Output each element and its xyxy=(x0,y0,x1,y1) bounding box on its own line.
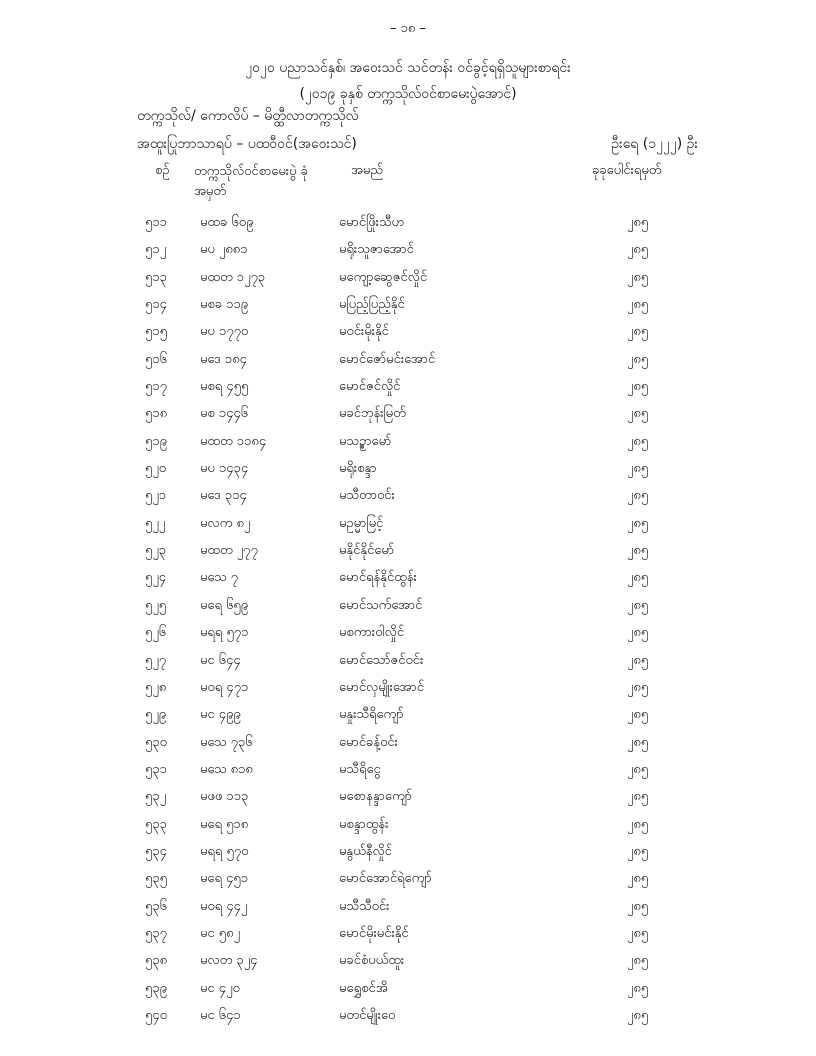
student-name: မရိုးသူဇာအောင် xyxy=(339,242,414,258)
score: ၂၈၅ xyxy=(627,816,649,832)
roll-number: မစ ၁၄၄၆ xyxy=(200,406,249,422)
roll-number: မထတ ၂၇၇ xyxy=(200,543,258,559)
score: ၂၈၅ xyxy=(627,433,649,449)
score: ၂၈၅ xyxy=(627,925,649,941)
table-row xyxy=(0,784,816,811)
roll-number: မဒေ ၃၁၄ xyxy=(200,488,247,504)
roll-number: မထတ ၁၂၇၃ xyxy=(200,269,266,285)
student-name: မသဥ္စာမော် xyxy=(339,433,392,449)
total-count: ဦးရေ (၁၂၂၂) ဦး xyxy=(611,136,698,152)
table-row xyxy=(0,429,816,456)
roll-number: မင ၆၄၁ xyxy=(200,1007,241,1023)
student-name: မခင်ဘုန်းမြတ် xyxy=(339,406,406,422)
table-row xyxy=(0,401,816,428)
roll-number: မရရ ၅၇၀ xyxy=(200,843,249,859)
roll-number: မရေ ၆၅၉ xyxy=(200,597,249,613)
score: ၂၈၅ xyxy=(627,871,649,887)
roll-number: မရေ ၅၁၈ xyxy=(200,816,249,832)
column-header-remark: ခုခုပေါင်းရမှတ် xyxy=(592,163,662,178)
score: ၂၈၅ xyxy=(627,324,649,340)
row-number: ၅၃၈ xyxy=(145,953,168,969)
student-name: မောင်ခန့်ဝင်း xyxy=(339,734,398,750)
score: ၂၈၅ xyxy=(627,652,649,668)
student-list xyxy=(0,210,816,1030)
table-row xyxy=(0,483,816,510)
row-number: ၅၄၀ xyxy=(145,1007,167,1023)
roll-number: မသေ ၇၃၆ xyxy=(200,734,253,750)
score: ၂၈၅ xyxy=(627,297,649,313)
roll-number: မရရ ၅၇၁ xyxy=(200,625,249,641)
table-row xyxy=(0,1003,816,1030)
table-row xyxy=(0,948,816,975)
student-name: မသီရိငွေ xyxy=(339,761,381,777)
score: ၂၈၅ xyxy=(627,789,649,805)
page-number: – ၁၈ – xyxy=(389,21,426,36)
roll-number: မစခ ၁၁၉ xyxy=(200,297,249,313)
score: ၂၈၅ xyxy=(627,215,649,230)
student-name: မောင်ဇော်မင်းအောင် xyxy=(339,351,436,367)
row-number: ၅၁၅ xyxy=(145,324,167,340)
row-number: ၅၃၁ xyxy=(145,761,167,777)
table-row xyxy=(0,265,816,292)
table-row xyxy=(0,374,816,401)
score: ၂၈၅ xyxy=(627,761,649,777)
row-number: ၅၁၃ xyxy=(145,269,167,285)
roll-number: မဝရ ၄၄၂ xyxy=(200,898,248,914)
score: ၂၈၅ xyxy=(627,898,649,914)
row-number: ၅၃၂ xyxy=(145,789,167,805)
column-header-no: စဉ် xyxy=(155,163,170,178)
score: ၂၈၅ xyxy=(627,707,649,723)
table-row xyxy=(0,757,816,784)
student-name: မောင်သော်ဇင်ဝင်း xyxy=(339,652,424,668)
student-name: မရိုးစန္ဒာ xyxy=(339,461,377,477)
student-name: မနိုင်နိုင်မော် xyxy=(339,543,395,559)
table-row xyxy=(0,319,816,346)
student-name: မစန္ဒာထွန်း xyxy=(339,816,389,832)
student-name: မောင်ရန်နိုင်ထွန်း xyxy=(339,570,417,586)
roll-number: မစရ ၄၅၅ xyxy=(200,379,249,395)
roll-number: မသေ ၈၁၈ xyxy=(200,761,253,777)
row-number: ၅၁၇ xyxy=(145,379,167,395)
column-header-name: အမည် xyxy=(351,163,383,178)
student-name: မသီတာဝင်း xyxy=(339,488,395,504)
score: ၂၈၅ xyxy=(627,543,649,559)
row-number: ၅၂၉ xyxy=(145,707,167,723)
university-line: တက္ကသိုလ်/ ကောလိပ် – မိတ္ထီလာတက္ကသိုလ် xyxy=(137,108,359,124)
document-title: ၂၀၂၀ ပညာသင်နှစ်၊ အဝေးသင် သင်တန်း ဝင်ခွင့်ရရှိသူများစာရင်း xyxy=(245,60,571,76)
score: ၂၈၅ xyxy=(627,488,649,504)
roll-number: မပ ၁၄၃၄ xyxy=(200,461,249,477)
row-number: ၅၃၉ xyxy=(145,980,167,996)
row-number: ၅၁၂ xyxy=(145,242,167,258)
student-name: မောင်ဇင်လှိုင် xyxy=(339,379,401,395)
row-number: ၅၂၈ xyxy=(145,679,167,695)
table-row xyxy=(0,210,816,237)
table-row xyxy=(0,675,816,702)
table-row xyxy=(0,237,816,264)
roll-number: မပ ၁၇၇၀ xyxy=(200,324,249,340)
roll-number: မထခ ၆၀၉ xyxy=(200,215,254,230)
table-row xyxy=(0,921,816,948)
score: ၂၈၅ xyxy=(627,843,649,859)
row-number: ၅၂၄ xyxy=(145,570,167,586)
score: ၂၈၅ xyxy=(627,515,649,531)
score: ၂၈၅ xyxy=(627,625,649,641)
student-name: မနှုးသီရိကျော် xyxy=(339,707,404,723)
student-name: မကျော့ဆွေဇင်လှိုင် xyxy=(339,269,428,285)
student-name: မတင်မျိုးဝေ xyxy=(339,1007,396,1023)
score: ၂၈၅ xyxy=(627,461,649,477)
score: ၂၈၅ xyxy=(627,269,649,285)
student-name: မောင်အောင်ရဲကျော် xyxy=(339,871,432,887)
score: ၂၈၅ xyxy=(627,953,649,969)
table-row xyxy=(0,866,816,893)
table-row xyxy=(0,565,816,592)
roll-number: မသေ ၇ xyxy=(200,570,238,586)
row-number: ၅၁၁ xyxy=(145,215,167,230)
table-row xyxy=(0,593,816,620)
student-name: မောင်မိုးမင်းနိုင် xyxy=(339,925,409,941)
roll-number: မလတ ၃၂၄ xyxy=(200,953,258,969)
row-number: ၅၂၆ xyxy=(145,625,167,641)
table-row xyxy=(0,894,816,921)
document-subtitle: (၂၀၁၉ ခုနှစ် တက္ကသိုလ်ဝင်စာမေးပွဲအောင်) xyxy=(299,86,517,102)
row-number: ၅၁၆ xyxy=(145,351,167,367)
score: ၂၈၅ xyxy=(627,242,649,258)
student-name: မောင်ဖြိုးသီဟ xyxy=(339,215,405,230)
student-name: မစကားဝါလှိုင် xyxy=(339,625,405,641)
column-header-roll: တက္ကသိုလ်ဝင်စာမေးပွဲ ခုံအမှတ် xyxy=(194,164,308,199)
table-row xyxy=(0,702,816,729)
roll-number: မပ ၂၈၈၁ xyxy=(200,242,248,258)
roll-number: မင ၆၄၄ xyxy=(200,652,241,668)
row-number: ၅၃၅ xyxy=(145,871,167,887)
row-number: ၅၂၀ xyxy=(145,461,167,477)
table-row xyxy=(0,839,816,866)
student-name: မနွယ်နီလှိုင် xyxy=(339,843,392,859)
roll-number: မင ၄၂၀ xyxy=(200,980,240,996)
row-number: ၅၃၇ xyxy=(145,925,167,941)
roll-number: မရေ ၄၅၁ xyxy=(200,871,249,887)
student-name: မဥမ္မာမြင့် xyxy=(339,515,384,531)
student-name: မပြည့်ပြည့်နိုင် xyxy=(339,297,405,313)
score: ၂၈၅ xyxy=(627,570,649,586)
student-name: မဝင်းမိုးနိုင် xyxy=(339,324,389,340)
row-number: ၅၃၀ xyxy=(145,734,167,750)
row-number: ၅၂၅ xyxy=(145,597,167,613)
roll-number: မဖဖ ၁၁၃ xyxy=(200,789,249,805)
score: ၂၈၅ xyxy=(627,734,649,750)
roll-number: မင ၅၈၂ xyxy=(200,925,240,941)
row-number: ၅၁၄ xyxy=(145,297,167,313)
score: ၂၈၅ xyxy=(627,1007,649,1023)
row-number: ၅၂၃ xyxy=(145,543,167,559)
table-row xyxy=(0,976,816,1003)
student-name: မသီသီဝင်း xyxy=(339,898,390,914)
row-number: ၅၂၇ xyxy=(145,652,167,668)
row-number: ၅၃၃ xyxy=(145,816,167,832)
row-number: ၅၁၉ xyxy=(145,433,167,449)
score: ၂၈၅ xyxy=(627,679,649,695)
table-row xyxy=(0,511,816,538)
table-row xyxy=(0,648,816,675)
student-name: မရွှေစင်အိ xyxy=(339,980,388,996)
roll-number: မင ၄၉၉ xyxy=(200,707,241,723)
roll-number: မလက ၈၂ xyxy=(200,515,251,531)
row-number: ၅၂၂ xyxy=(145,515,166,531)
row-number: ၅၂၁ xyxy=(145,488,167,504)
row-number: ၅၃၄ xyxy=(145,843,167,859)
score: ၂၈၅ xyxy=(627,597,649,613)
table-row xyxy=(0,538,816,565)
table-row xyxy=(0,730,816,757)
score: ၂၈၅ xyxy=(627,406,649,422)
roll-number: မထတ ၁၁၈၄ xyxy=(200,433,267,449)
table-row xyxy=(0,292,816,319)
student-name: မစောနန္ဒာကျော် xyxy=(339,789,413,805)
roll-number: မဒေ ၁၈၄ xyxy=(200,351,247,367)
table-row xyxy=(0,812,816,839)
row-number: ၅၁၈ xyxy=(145,406,168,422)
roll-number: မဝရ ၄၇၁ xyxy=(200,679,249,695)
major-line: အထူးပြုဘာသာရပ် – ပထဝီဝင်(အဝေးသင်) xyxy=(137,136,357,152)
student-name: မောင်သက်အောင် xyxy=(339,597,423,613)
score: ၂၈၅ xyxy=(627,980,649,996)
student-name: မောင်လှမျိုးအောင် xyxy=(339,679,424,695)
score: ၂၈၅ xyxy=(627,351,649,367)
score: ၂၈၅ xyxy=(627,379,649,395)
student-name: မခင်စံပယ်ထူး xyxy=(339,953,405,969)
row-number: ၅၃၆ xyxy=(145,898,167,914)
table-row xyxy=(0,456,816,483)
table-row xyxy=(0,620,816,647)
table-row xyxy=(0,347,816,374)
